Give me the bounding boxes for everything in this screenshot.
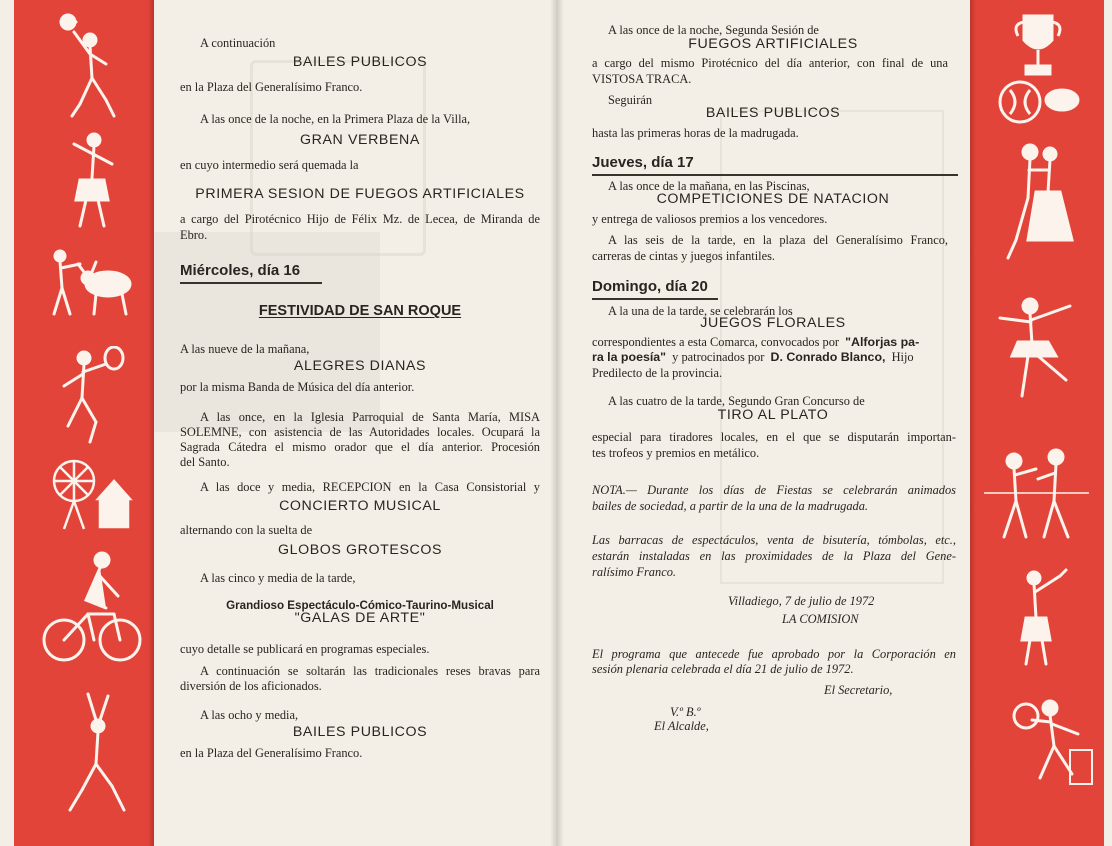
mayor-signature: El Alcalde, — [654, 719, 709, 733]
tennis-player-icon — [50, 346, 130, 446]
event-heading: GRAN VERBENA — [300, 132, 420, 148]
text-line: A las once de la mañana, en las Piscinas, — [608, 179, 810, 193]
fairground-icon — [44, 455, 134, 535]
approval-text: sesión plenaria celebrada el día 21 de julio de 1972. — [592, 662, 854, 676]
dancing-couple-icon — [994, 140, 1079, 265]
text-line: A las cinco y media de la tarde, — [200, 571, 356, 585]
text-line: cuyo detalle se publicará en programas especiales. — [180, 642, 430, 656]
text-fragment: correspondientes a esta Comarca, convocados por — [592, 335, 840, 349]
bullfight-icon — [44, 248, 139, 320]
event-heading: BAILES PUBLICOS — [292, 724, 428, 740]
diver-icon — [58, 690, 138, 820]
text-line: diversión de los aficionados. — [180, 679, 322, 693]
secretary-signature: El Secretario, — [824, 683, 893, 697]
text-line: tes trofeos y premios en metálico. — [592, 446, 760, 460]
book-gutter — [550, 0, 564, 846]
event-heading: ALEGRES DIANAS — [293, 358, 427, 374]
text-fragment: Hijo — [891, 350, 914, 364]
text-fragment: y patrocinados por — [672, 350, 765, 364]
day-underline — [592, 298, 718, 300]
text-line: A la una de la tarde, se celebrarán los — [608, 304, 793, 318]
show-title: Grandioso Espectáculo-Cómico-Taurino-Musical — [226, 599, 494, 612]
barracas-text: Las barracas de espectáculos, venta de bisutería, tómbolas, etc., — [592, 533, 956, 547]
text-line: por la misma Banda de Música del día anterior. — [180, 380, 415, 394]
text-line: VISTOSA TRACA. — [592, 72, 692, 86]
barracas-text: ralísimo Franco. — [592, 565, 676, 579]
approval-text: El programa que antecede fue aprobado por la Corporación en — [592, 647, 956, 661]
event-heading: JUEGOS FLORALES — [700, 315, 846, 331]
text-line: SOLEMNE, con asistencia de las Autoridades locales. Ocupará la — [180, 425, 540, 439]
event-heading: BAILES PUBLICOS — [292, 54, 428, 70]
text-line: a cargo del mismo Pirotécnico del día anterior, con final de una — [592, 56, 948, 70]
text-line: A las once de la noche, en la Primera Plaza de la Villa, — [200, 112, 471, 126]
day-underline — [180, 282, 322, 284]
ballet-dancer-icon — [986, 292, 1086, 402]
text-line: en la Plaza del Generalísimo Franco. — [180, 746, 363, 760]
vobo-mark: V.º B.º — [670, 705, 701, 719]
day-rule — [592, 174, 958, 176]
goalkeeper-icon — [1000, 690, 1095, 790]
text-line: A las once, en la Iglesia Parroquial de Santa María, MISA — [200, 410, 540, 424]
left-decorative-band — [14, 0, 154, 846]
day-heading-jueves: Jueves, día 17 — [592, 154, 694, 171]
place-date: Villadiego, 7 de julio de 1972 — [728, 594, 875, 608]
text-line: en cuyo intermedio será quemada la — [180, 158, 359, 172]
text-line: A continuación — [200, 36, 276, 50]
alforjas-title-cont: ra la poesía" — [592, 350, 667, 364]
text-line: Predilecto de la provincia. — [592, 366, 723, 380]
note-text: bailes de sociedad, a partir de la una de la madrugada. — [592, 499, 869, 513]
text-line: alternando con la suelta de — [180, 523, 313, 537]
text-line: y entrega de valiosos premios a los vencedores. — [592, 212, 828, 226]
event-heading: TIRO AL PLATO — [717, 407, 829, 423]
event-heading: BAILES PUBLICOS — [705, 105, 841, 121]
text-line: Ebro. — [180, 228, 208, 242]
festivity-title: FESTIVIDAD DE SAN ROQUE — [258, 303, 462, 319]
commission-signature: LA COMISION — [782, 612, 859, 626]
alforjas-title: "Alforjas pa- — [845, 335, 920, 349]
text-line: A las once de la noche, Segunda Sesión de — [608, 23, 819, 37]
basketball-player-icon — [54, 12, 124, 122]
day-heading-miercoles: Miércoles, día 16 — [180, 262, 301, 279]
right-decorative-band — [970, 0, 1104, 846]
boxers-icon — [984, 445, 1089, 545]
golfer-icon — [1004, 568, 1074, 668]
text-line: A las seis de la tarde, en la plaza del Generalísimo Franco, — [608, 233, 948, 247]
text-line: especial para tiradores locales, en el que se disputarán importan- — [592, 430, 956, 444]
text-line: A las cuatro de la tarde, Segundo Gran Concurso de — [608, 394, 865, 408]
text-line: A las ocho y media, — [200, 708, 299, 722]
text-line: Sagrada Cátedra el mismo orador que el día anterior. Procesión — [180, 440, 540, 454]
event-heading: CONCIERTO MUSICAL — [279, 498, 441, 514]
text-line: A continuación se soltarán las tradicionales reses bravas para — [200, 664, 540, 678]
patron-name: D. Conrado Blanco, — [770, 350, 886, 364]
cyclist-icon — [42, 548, 142, 668]
text-line: A las doce y media, RECEPCION en la Casa Consistorial y — [200, 480, 540, 494]
event-heading: "GALAS DE ARTE" — [294, 610, 426, 626]
text-line: Seguirán — [608, 93, 653, 107]
trophy-icon — [990, 10, 1085, 130]
text-line: A las nueve de la mañana, — [180, 342, 310, 356]
event-heading: COMPETICIONES DE NATACION — [656, 191, 890, 207]
text-line: en la Plaza del Generalísimo Franco. — [180, 80, 363, 94]
text-line: carreras de cintas y juegos infantiles. — [592, 249, 776, 263]
text-line — [592, 350, 914, 366]
day-heading-domingo: Domingo, día 20 — [592, 278, 708, 295]
dancer-icon — [62, 130, 122, 230]
note-text: NOTA.— Durante los días de Fiestas se celebrarán animados — [592, 483, 956, 497]
event-heading: GLOBOS GROTESCOS — [277, 542, 443, 558]
text-line: del Santo. — [180, 455, 230, 469]
barracas-text: estarán instaladas en las proximidades de la Plaza del Gene- — [592, 549, 956, 563]
text-line: hasta las primeras horas de la madrugada. — [592, 126, 799, 140]
event-heading: PRIMERA SESION DE FUEGOS ARTIFICIALES — [195, 186, 525, 202]
text-line — [592, 335, 919, 351]
text-line: a cargo del Pirotécnico Hijo de Félix Mz. de Lecea, de Miranda de — [180, 212, 540, 226]
event-heading: FUEGOS ARTIFICIALES — [688, 36, 858, 52]
